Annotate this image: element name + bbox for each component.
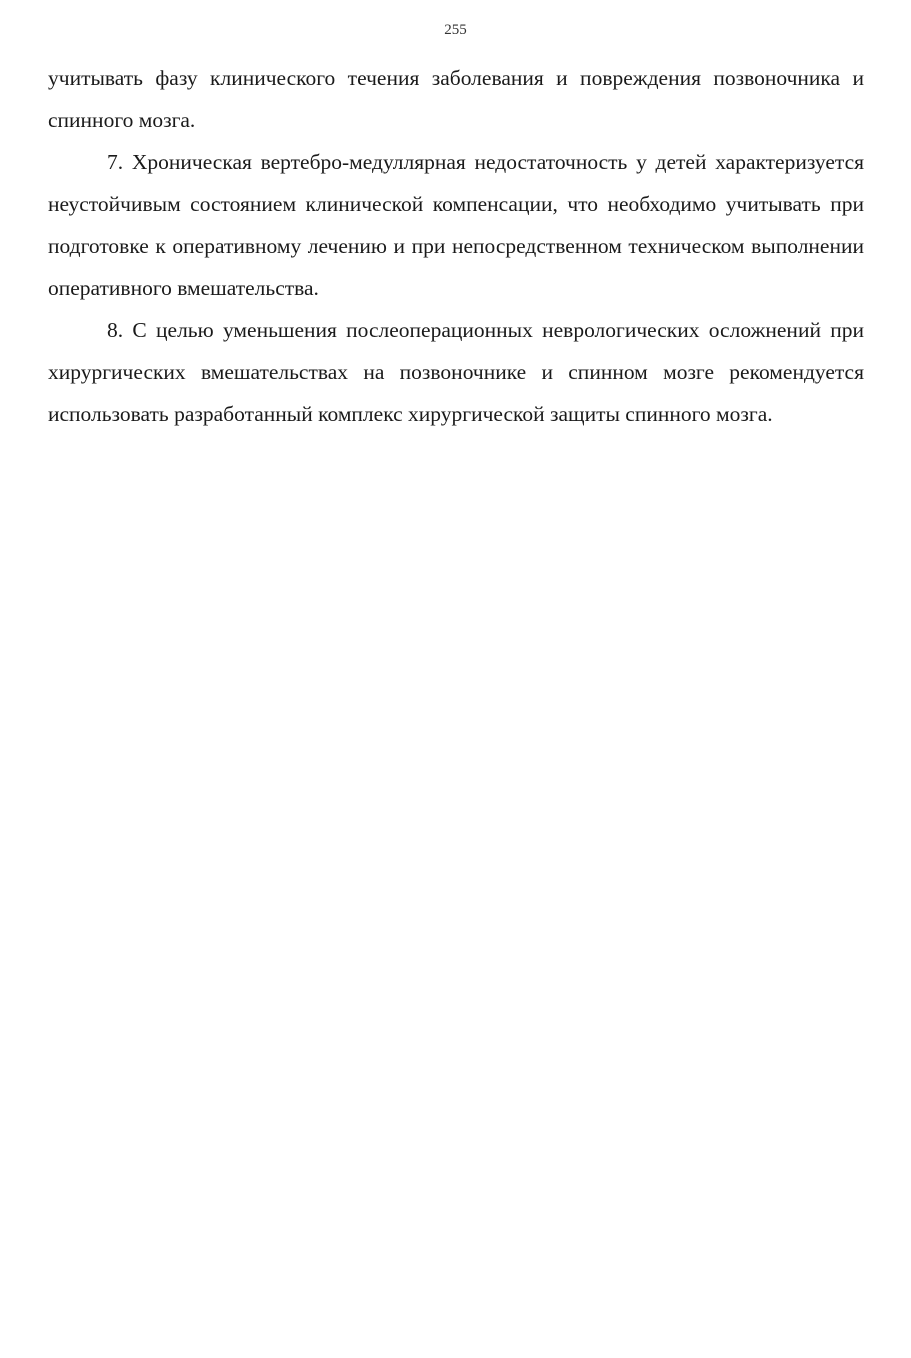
page-number: 255 [444, 22, 467, 38]
paragraph-item-7: 7. Хроническая вертебро-медуллярная недостаточность у детей характеризуется неустойчивым состоянием клинической компенсации, что необходимо учитывать при подготовке к оперативному лечению и при непосредственном техническом выполнении оперативного вмешательства. [48, 150, 864, 300]
paragraph-continuation: учитывать фазу клинического течения заболевания и повреждения позвоночника и спинного мозга. [48, 66, 864, 132]
document-body [48, 57, 864, 435]
paragraph-item-8: 8. С целью уменьшения послеоперационных неврологических осложнений при хирургических вмешательствах на позвоночнике и спинном мозге рекомендуется использовать разработанный комплекс хирургической защиты спинного мозга. [48, 318, 864, 426]
